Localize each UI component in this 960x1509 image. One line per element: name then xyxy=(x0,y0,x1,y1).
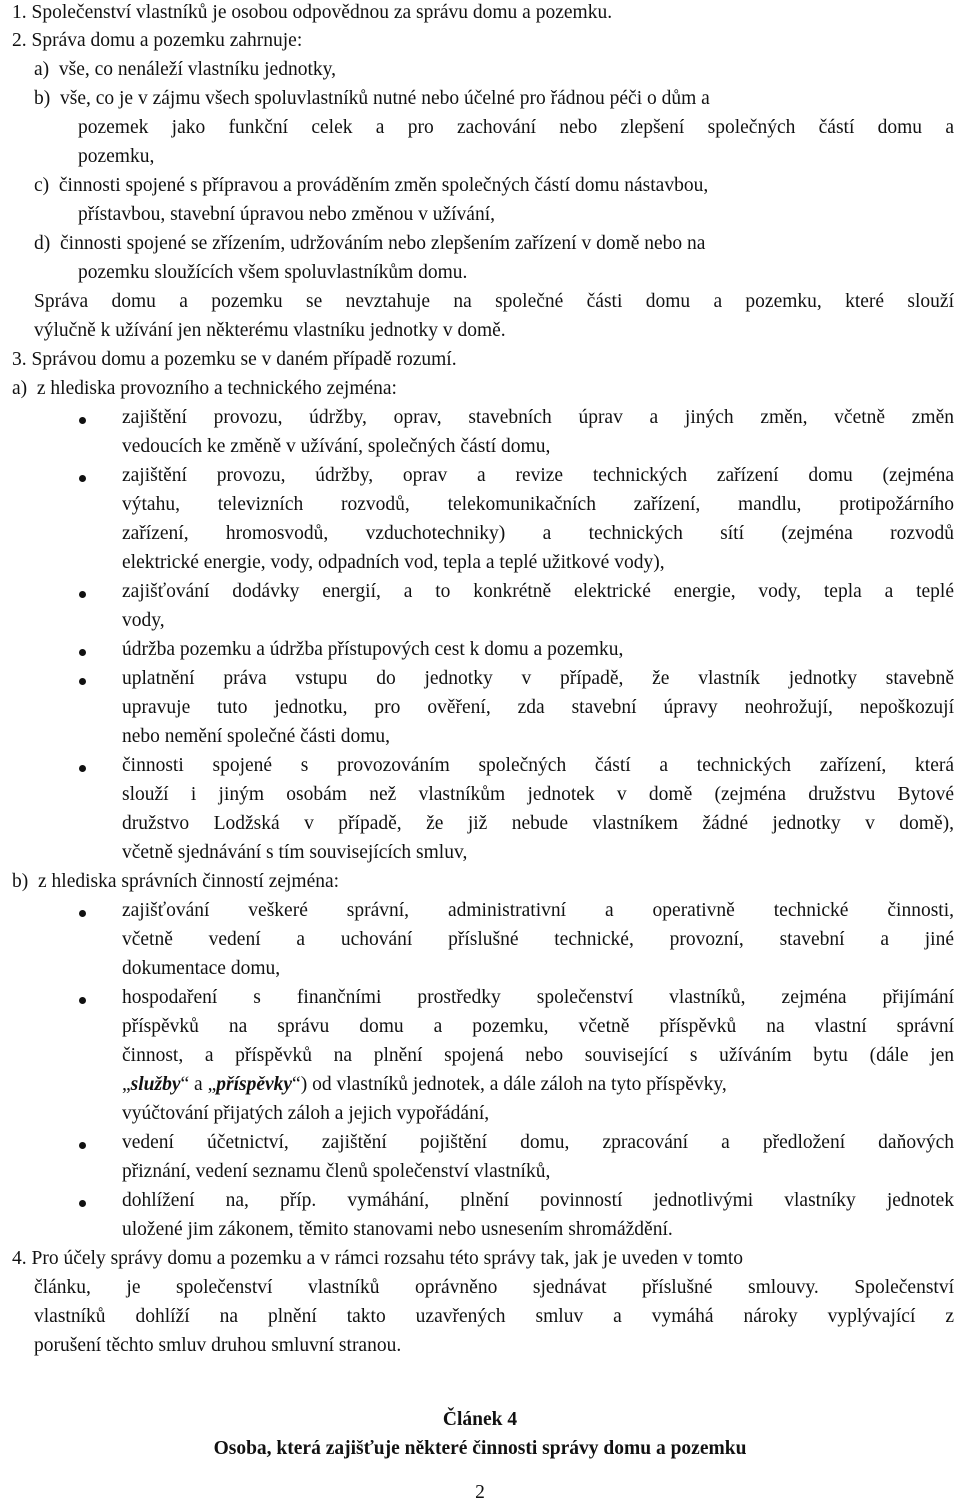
paragraph-1: 1. Společenství vlastníků je osobou odpovědnou za správu domu a pozemku. xyxy=(12,2,613,23)
list-item-a: a) vše, co nenáleží vlastníku jednotky, xyxy=(34,59,336,80)
bullet-item-4: údržba pozemku a údržba přístupových cest k domu a pozemku, xyxy=(122,639,624,660)
paragraph-3: 3. Správou domu a pozemku se v daném případě rozumí. xyxy=(12,349,457,370)
bullet-item-8-cont-4: vyúčtování přijatých záloh a jejich vypořádání, xyxy=(122,1103,490,1124)
line-tail: “) od vlastníků jednotek, a dále záloh na tyto příspěvky, xyxy=(292,1074,727,1095)
bullet-item-5: uplatnění práva vstupu do jednotky v případě, že vlastník jednotky stavebně xyxy=(122,668,954,689)
bullet-icon xyxy=(79,1142,86,1149)
bullet-item-6-cont-2: družstvo Lodžská v případě, že již nebude vlastníkem žádné jednotky v domě), xyxy=(122,813,954,834)
bullet-item-1-cont: vedoucích ke změně v užívání, společných částí domu, xyxy=(122,436,551,457)
list-item-d-cont: pozemku sloužících všem spoluvlastníkům domu. xyxy=(78,262,468,283)
bullet-icon xyxy=(79,910,86,917)
bullet-icon xyxy=(79,417,86,424)
bullet-item-3: zajišťování dodávky energií, a to konkrétně elektrické energie, vody, tepla a teplé xyxy=(122,581,954,602)
bullet-item-3-cont: vody, xyxy=(122,610,165,631)
paragraph-4: 4. Pro účely správy domu a pozemku a v rámci rozsahu této správy tak, jak je uveden v tomto xyxy=(12,1248,744,1269)
bullet-icon xyxy=(79,678,86,685)
exclusion-paragraph-cont: výlučně k užívání jen některému vlastníku jednotky v domě. xyxy=(34,320,506,341)
bullet-item-10-cont: uložené jim zákonem, těmito stanovami nebo usnesením shromáždění. xyxy=(122,1219,673,1240)
bullet-item-8: hospodaření s finančními prostředky společenství vlastníků, zejména přijímání xyxy=(122,987,954,1008)
exclusion-paragraph: Správa domu a pozemku se nevztahuje na společné části domu a pozemku, které slouží xyxy=(34,291,954,312)
term-sluzby: služby xyxy=(130,1074,181,1095)
list-item-c-cont: přístavbou, stavební úpravou nebo změnou v užívání, xyxy=(78,204,495,225)
term-prispevky: příspěvky xyxy=(216,1074,293,1095)
bullet-icon xyxy=(79,765,86,772)
open-quote: „ xyxy=(122,1074,131,1095)
bullet-item-5-cont: upravuje tuto jednotku, pro ověření, zda stavební úpravy neohrožují, nepoškozují xyxy=(122,697,954,718)
bullet-item-8-cont-2: činnost, a příspěvků na plnění spojená nebo související s užíváním bytu (dále jen xyxy=(122,1045,954,1066)
list-item-d: d) činnosti spojené se zřízením, udržováním nebo zlepšením zařízení v domě nebo na xyxy=(34,233,706,254)
paragraph-2-intro: 2. Správa domu a pozemku zahrnuje: xyxy=(12,30,303,51)
bullet-item-9: vedení účetnictví, zajištění pojištění domu, zpracování a předložení daňových xyxy=(122,1132,954,1153)
article-subheading: Osoba, která zajišťuje některé činnosti správy domu a pozemku xyxy=(213,1438,747,1459)
quote-joiner: “ a „ xyxy=(180,1074,217,1095)
list-item-b-cont-2: pozemku, xyxy=(78,146,155,167)
bullet-icon xyxy=(79,997,86,1004)
bullet-item-6: činnosti spojené s provozováním společných částí a technických zařízení, která xyxy=(122,755,954,776)
paragraph-4-cont-3: porušení těchto smluv druhou smluvní stranou. xyxy=(34,1335,402,1356)
page-number: 2 xyxy=(475,1482,485,1503)
bullet-item-1: zajištění provozu, údržby, oprav, stavebních úprav a jiných změn, včetně změn xyxy=(122,407,954,428)
bullet-item-10: dohlížení na, příp. vymáhání, plnění povinností jednotlivými vlastníky jednotek xyxy=(122,1190,954,1211)
bullet-item-2-cont-3: elektrické energie, vody, odpadních vod, tepla a teplé užitkové vody), xyxy=(122,552,665,573)
bullet-item-9-cont: přiznání, vedení seznamu členů společenství vlastníků, xyxy=(122,1161,551,1182)
paragraph-4-cont: článku, je společenství vlastníků oprávněno sjednávat příslušné smlouvy. Společenství xyxy=(34,1277,954,1298)
list-item-c: c) činnosti spojené s přípravou a prováděním změn společných částí domu nástavbou, xyxy=(34,175,709,196)
bullet-item-8-cont: příspěvků na správu domu a pozemku, včetně příspěvků na vlastní správní xyxy=(122,1016,954,1037)
bullet-icon xyxy=(79,591,86,598)
bullet-item-2-cont: výtahu, televizních rozvodů, telekomunikačních zařízení, mandlu, protipožárního xyxy=(122,494,954,515)
bullet-item-7-cont-2: dokumentace domu, xyxy=(122,958,281,979)
bullet-item-2-cont-2: zařízení, hromosvodů, vzduchotechniky) a technických sítí (zejména rozvodů xyxy=(122,523,954,544)
bullet-icon xyxy=(79,649,86,656)
list-item-b: b) vše, co je v zájmu všech spoluvlastníků nutné nebo účelné pro řádnou péči o dům a xyxy=(34,88,710,109)
paragraph-4-cont-2: vlastníků dohlíží na plnění takto uzavřených smluv a vymáhá nároky vyplývající z xyxy=(34,1306,954,1327)
section-a-heading: a) z hlediska provozního a technického zejména: xyxy=(12,378,397,399)
section-b-heading: b) z hlediska správních činností zejména: xyxy=(12,871,340,892)
bullet-item-8-cont-3 xyxy=(122,1070,727,1100)
bullet-item-6-cont: slouží i jiným osobám než vlastníkům jednotek v domě (zejména družstvu Bytové xyxy=(122,784,954,805)
bullet-item-2: zajištění provozu, údržby, oprav a revize technických zařízení domu (zejména xyxy=(122,465,954,486)
bullet-item-5-cont-2: nebo nemění společné části domu, xyxy=(122,726,391,747)
bullet-icon xyxy=(79,1200,86,1207)
bullet-item-7-cont: včetně vedení a uchování příslušné technické, provozní, stavební a jiné xyxy=(122,929,954,950)
article-heading: Článek 4 xyxy=(442,1409,518,1430)
bullet-icon xyxy=(79,475,86,482)
list-item-b-cont: pozemek jako funkční celek a pro zachování nebo zlepšení společných částí domu a xyxy=(78,117,954,138)
bullet-item-6-cont-3: včetně sjednávání s tím souvisejících smluv, xyxy=(122,842,468,863)
bullet-item-7: zajišťování veškeré správní, administrativní a operativně technické činnosti, xyxy=(122,900,954,921)
